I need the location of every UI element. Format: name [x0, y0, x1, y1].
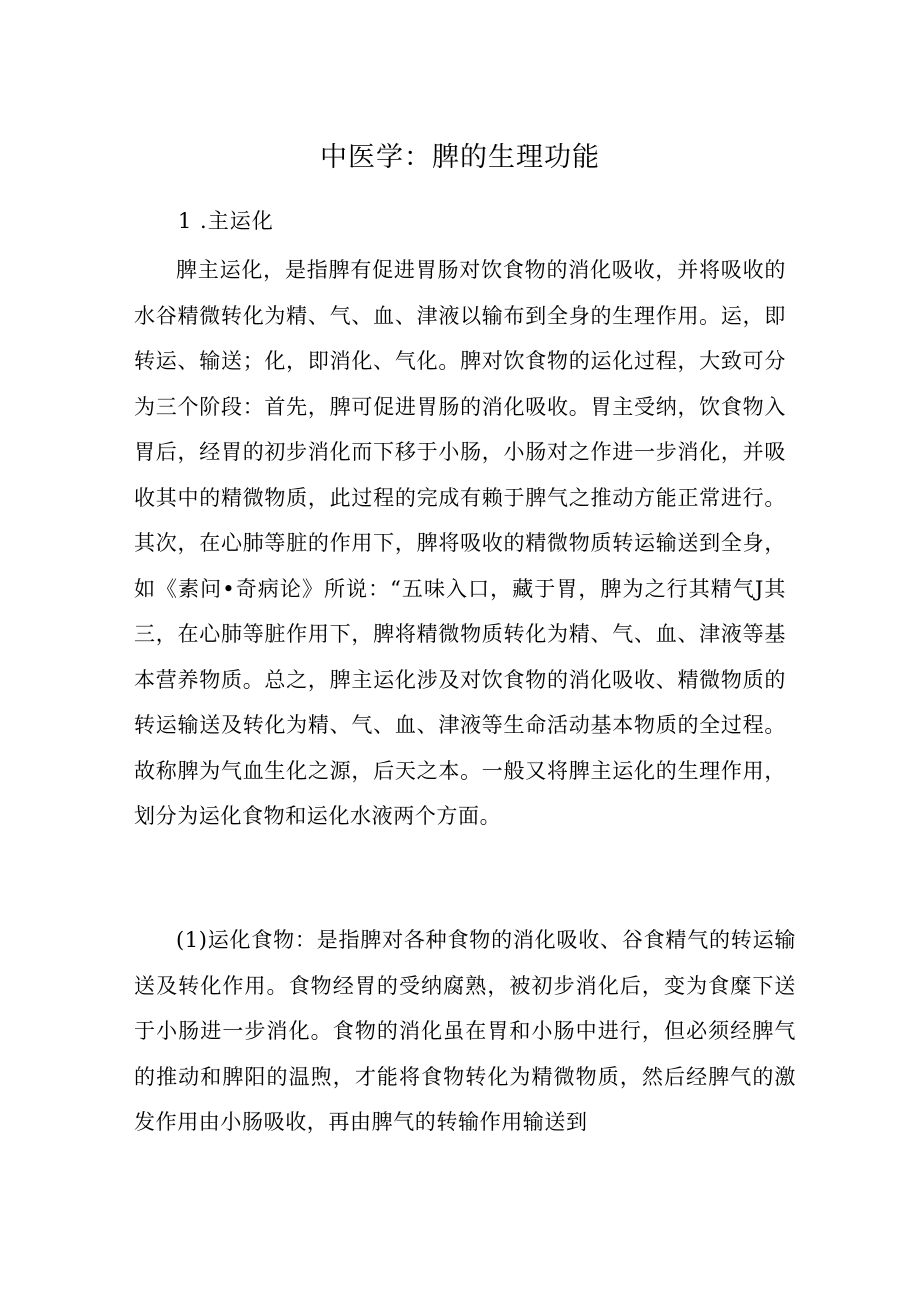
document-title: 中医学：脾的生理功能	[320, 142, 600, 173]
section-heading: 1 .主运化	[178, 209, 274, 233]
body-paragraph: 脾主运化，是指脾有促进胃肠对饮食物的消化吸收，并将吸收的水谷精微转化为精、气、血、津液以输布到全身的生理作用。运，即转运、输送；化，即消化、气化。脾对饮食物的运化过程，大致可分为三个阶段：首先，脾可促进胃肠的消化吸收。胃主受纳，饮食物入胃后，经胃的初步消化而下移于小肠，小肠对之作进一步消化，并吸收其中的精微物质，此过程的完成有赖于脾气之推动方能正常进行。其次，在心肺等脏的作用下，脾将吸收的精微物质转运输送到全身，如《素问•奇病论》所说：“五味入口，藏于胃，脾为之行其精气J其三，在心肺等脏作用下，脾将精微物质转化为精、气、血、津液等基本营养物质。总之，脾主运化涉及对饮食物的消化吸收、精微物质的转运输送及转化为精、气、血、津液等生命活动基本物质的全过程。故称脾为气血生化之源，后天之本。一般又将脾主运化的生理作用，划分为运化食物和运化水液两个方面。	[134, 258, 786, 828]
body-paragraph: (1)运化食物：是指脾对各种食物的消化吸收、谷食精气的转运输送及转化作用。食物经胃的受纳腐熟，被初步消化后，变为食糜下送于小肠进一步消化。食物的消化虽在胃和小肠中进行，但必须经脾气的推动和脾阳的温煦，才能将食物转化为精微物质，然后经脾气的激发作用由小肠吸收，再由脾气的转输作用输送到	[134, 928, 796, 1134]
